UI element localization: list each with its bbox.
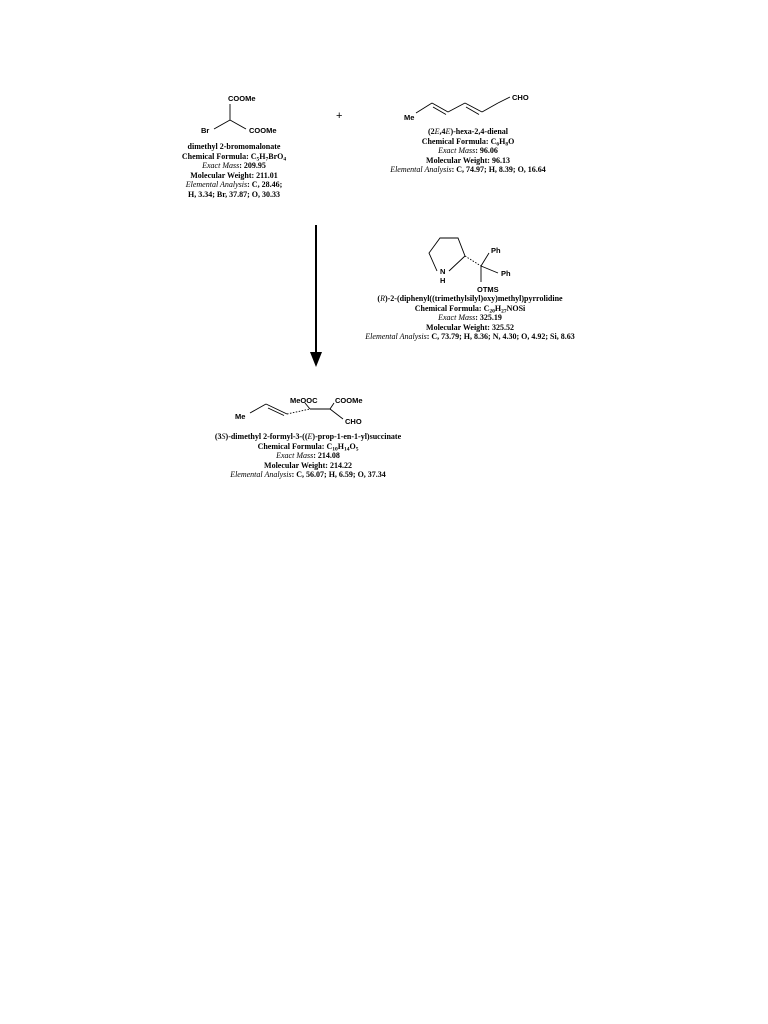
reactant-2-info	[390, 127, 546, 175]
reactant-2-structure	[416, 97, 510, 115]
bromine-label: Br	[201, 126, 210, 135]
elemental-analysis-value: : C, 74.97; H, 8.39; O, 16.64	[451, 165, 546, 175]
elemental-analysis-label: Elemental Analysis	[230, 470, 292, 480]
formula-count: 8	[505, 141, 509, 148]
plus-sign: +	[336, 110, 343, 122]
reactant-1-formula	[182, 152, 286, 162]
reactant-2-formula	[390, 137, 546, 147]
phenyl-right-label: Ph	[501, 269, 511, 278]
aldehyde-label: CHO	[512, 93, 529, 102]
exact-mass-label: Exact Mass	[438, 146, 476, 156]
catalyst-formula	[365, 304, 574, 314]
reactant-1-exact-mass	[182, 161, 286, 171]
product-aldehyde-label: CHO	[345, 417, 362, 426]
formula-count: 20	[489, 308, 495, 315]
formula-element: O	[508, 136, 515, 146]
bond-to-right-phenyl	[481, 266, 498, 273]
bond-c2-to-coome	[330, 403, 334, 409]
formula-element: NOSi	[506, 303, 526, 313]
bond-c2-c3-inner	[433, 107, 446, 115]
elemental-analysis-value: : C, 28.46;	[247, 180, 283, 190]
stereo-descriptor: S	[221, 432, 226, 441]
name-part: (	[377, 294, 381, 303]
name-part: (3	[214, 432, 222, 441]
name-part: )-dimethyl 2-formyl-3-((	[225, 432, 308, 441]
name-part: )-prop-1-en-1-yl)succinate	[312, 432, 402, 441]
formula-element: BrO	[268, 151, 284, 161]
pyrrolidine-ring	[429, 238, 465, 271]
stereo-descriptor: E	[307, 432, 313, 441]
reactant-1-structure	[214, 104, 246, 129]
formula-count: 5	[256, 156, 260, 163]
formula-element: H	[259, 151, 266, 161]
product-molecular-weight: Molecular Weight: 214.22	[264, 460, 352, 470]
bond-to-top-phenyl	[481, 253, 489, 266]
formula-label: Chemical Formula:	[181, 151, 251, 161]
formula-count: 7	[265, 156, 269, 163]
bond-methyl-vinyl	[250, 404, 266, 413]
catalyst-info	[365, 294, 574, 342]
bond-c5-c6	[482, 103, 498, 112]
product-exact-mass	[215, 451, 401, 461]
product-info	[215, 432, 401, 480]
exact-mass-label: Exact Mass	[202, 161, 240, 171]
reactant-1-right-ester-label: COOMe	[249, 126, 277, 135]
pyrrolidine-nitrogen-label: N	[440, 267, 446, 276]
reactant-2-name	[390, 127, 546, 137]
formula-label: Chemical Formula:	[414, 303, 484, 313]
formula-element: C	[490, 136, 497, 146]
bond-center-right	[230, 120, 246, 129]
product-structure	[250, 403, 343, 419]
name-part: (2	[427, 127, 435, 136]
formula-label: Chemical Formula:	[257, 441, 327, 451]
elemental-analysis-label: Elemental Analysis	[365, 332, 427, 342]
formula-element: H	[494, 303, 502, 313]
reactant-1-name: dimethyl 2-bromomalonate	[187, 142, 281, 151]
product-meooc-label: MeOOC	[290, 396, 318, 405]
product-coome-label: COOMe	[335, 396, 363, 405]
reactant-2-exact-mass	[390, 146, 546, 156]
name-part: )-hexa-2,4-dienal	[450, 127, 508, 136]
formula-element: O	[349, 441, 356, 451]
otms-label: OTMS	[477, 285, 499, 294]
reactant-1-top-ester-label: COOMe	[228, 94, 256, 103]
formula-label: Chemical Formula:	[421, 136, 491, 146]
formula-element: C	[326, 441, 333, 451]
formula-count: 14	[343, 446, 350, 453]
reactant-2-elemental-analysis	[390, 165, 546, 175]
exact-mass-value: : 209.95	[239, 161, 266, 171]
formula-element: C	[483, 303, 490, 313]
reactant-2-methyl-label: Me	[404, 113, 415, 122]
bond-c2-to-cho	[330, 409, 343, 419]
stereo-hash-bond	[287, 409, 310, 414]
reaction-arrow	[310, 225, 322, 367]
reactant-1-molecular-weight: Molecular Weight: 211.01	[190, 170, 278, 180]
product-name	[215, 432, 401, 442]
exact-mass-label: Exact Mass	[438, 313, 476, 323]
stereo-hash-bond	[465, 256, 481, 266]
reactant-2-molecular-weight: Molecular Weight: 96.13	[426, 155, 510, 165]
ring-bond-to-nitrogen	[449, 256, 465, 271]
formula-count: 5	[355, 446, 359, 453]
bond-c1-c2	[416, 103, 432, 113]
catalyst-exact-mass	[365, 313, 574, 323]
arrow-head	[310, 352, 322, 367]
pyrrolidine-nh-hydrogen-label: H	[440, 276, 446, 285]
formula-count: 10	[332, 446, 338, 453]
product-formula	[215, 442, 401, 452]
reactant-1-elemental-analysis	[182, 180, 286, 190]
elemental-analysis-label: Elemental Analysis	[390, 165, 452, 175]
bond-c6-cho	[498, 97, 510, 103]
stereo-descriptor: E	[434, 127, 440, 136]
catalyst-molecular-weight: Molecular Weight: 325.52	[426, 322, 514, 332]
formula-count: 6	[496, 141, 500, 148]
stereo-descriptor: R	[380, 294, 385, 303]
stereo-descriptor: E	[445, 127, 451, 136]
catalyst-name	[365, 294, 574, 304]
formula-element: C	[250, 151, 257, 161]
bond-center-bromine	[214, 120, 230, 129]
reactant-1-info	[182, 142, 286, 200]
name-part: ,4	[439, 127, 446, 136]
exact-mass-label: Exact Mass	[276, 451, 314, 461]
formula-count: 4	[283, 156, 287, 163]
product-elemental-analysis	[215, 470, 401, 480]
bond-c3-c4	[448, 103, 465, 112]
formula-element: H	[337, 441, 344, 451]
exact-mass-value: : 96.06	[475, 146, 498, 156]
product-methyl-label: Me	[235, 412, 246, 421]
name-part: )-2-(diphenyl((trimethylsilyl)oxy)methyl)pyrrolidine	[384, 294, 563, 303]
formula-count: 27	[501, 308, 507, 315]
exact-mass-value: : 214.08	[313, 451, 340, 461]
phenyl-top-label: Ph	[491, 246, 501, 255]
elemental-analysis-value: : C, 73.79; H, 8.36; N, 4.30; O, 4.92; Si, 8.63	[426, 332, 575, 342]
formula-element: H	[499, 136, 506, 146]
elemental-analysis-label: Elemental Analysis	[185, 180, 248, 190]
elemental-analysis-value: : C, 56.07; H, 6.59; O, 37.34	[291, 470, 386, 480]
bond-c4-c5-inner	[466, 107, 479, 115]
reactant-1-elemental-analysis-cont: H, 3.34; Br, 37.87; O, 30.33	[188, 189, 280, 199]
catalyst-elemental-analysis	[365, 332, 574, 342]
exact-mass-value: : 325.19	[475, 313, 502, 323]
